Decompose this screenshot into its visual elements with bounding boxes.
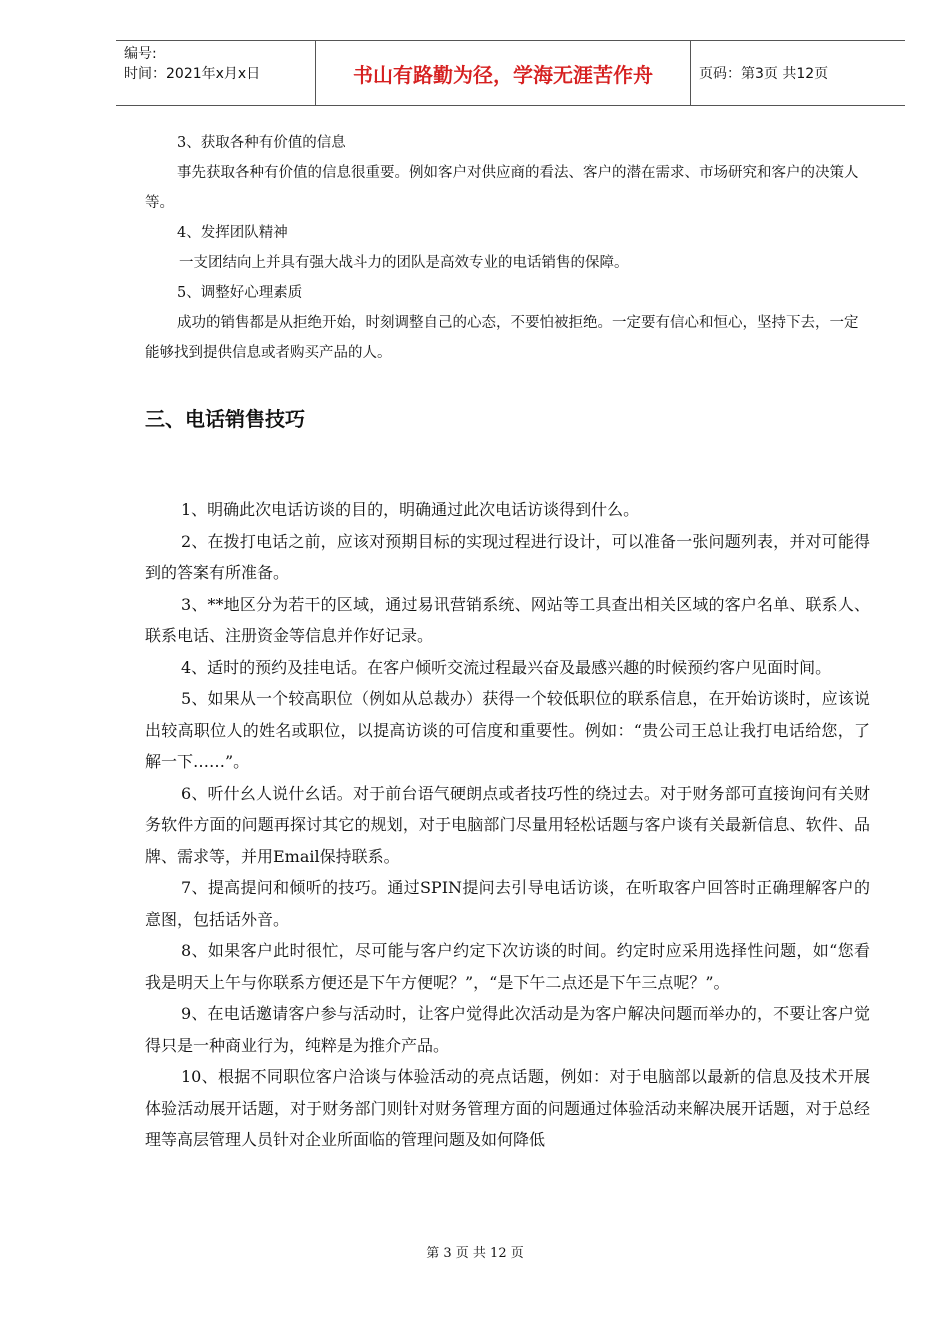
header-meta (116, 41, 316, 105)
header-motto: 书山有路勤为径，学海无涯苦作舟 (316, 41, 691, 105)
section-heading: 三、电话销售技巧 (145, 407, 305, 431)
tip-paragraph: 4、适时的预约及挂电话。在客户倾听交流过程最兴奋及最感兴趣的时候预约客户见面时间。 (181, 657, 832, 677)
tip-paragraph: 2、在拨打电话之前，应该对预期目标的实现过程进行设计，可以准备一张问题列表，并对可能得到的答案有所准备。 (145, 531, 870, 582)
tip-paragraph: 6、听什幺人说什幺话。对于前台语气硬朗点或者技巧性的绕过去。对于财务部可直接询问有关财务软件方面的问题再探讨其它的规划，对于电脑部门尽量用轻松话题与客户谈有关最新信息、软件、品牌、需求等，并用Email保持联系。 (145, 783, 870, 866)
tips-list (145, 494, 870, 1156)
tip-paragraph: 5、如果从一个较高职位（例如从总裁办）获得一个较低职位的联系信息，在开始访谈时，应该说出较高职位人的姓名或职位，以提高访谈的可信度和重要性。例如：“贵公司王总让我打电话给您，了解一下……”。 (145, 689, 870, 771)
serial-label: 编号: (124, 46, 157, 62)
tip-paragraph: 3、**地区分为若干的区域，通过易讯营销系统、网站等工具查出相关区域的客户名单、联系人、联系电话、注册资金等信息并作好记录。 (145, 594, 870, 645)
page-header (116, 40, 905, 106)
page-footer: 第 3 页 共 12 页 (426, 1246, 524, 1261)
document-body (145, 128, 870, 1156)
item-body: 一支团结向上并具有强大战斗力的团队是高效专业的电话销售的保障。 (179, 255, 629, 271)
tip-paragraph: 9、在电话邀请客户参与活动时，让客户觉得此次活动是为客户解决问题而举办的，不要让客户觉得只是一种商业行为，纯粹是为推介产品。 (145, 1004, 870, 1055)
time-label: 时间：2021年x月x日 (124, 66, 261, 82)
item-title: 3、获取各种有价值的信息 (177, 135, 346, 151)
item-body: 事先获取各种有价值的信息很重要。例如客户对供应商的看法、客户的潜在需求、市场研究和客户的决策人等。 (145, 165, 859, 211)
tip-paragraph: 8、如果客户此时很忙，尽可能与客户约定下次访谈的时间。约定时应采用选择性问题，如“您看我是明天上午与你联系方便还是下午方便呢？”，“是下午二点还是下午三点呢？”。 (145, 941, 870, 992)
item-title: 4、发挥团队精神 (177, 225, 288, 241)
item-body: 成功的销售都是从拒绝开始，时刻调整自己的心态，不要怕被拒绝。一定要有信心和恒心，坚持下去，一定能够找到提供信息或者购买产品的人。 (145, 315, 859, 361)
header-page-info: 页码：第3页 共12页 (699, 66, 829, 82)
tip-paragraph: 10、根据不同职位客户洽谈与体验活动的亮点话题，例如：对于电脑部以最新的信息及技术开展体验活动展开话题，对于财务部门则针对财务管理方面的问题通过体验活动来解决展开话题，对于总经理等高层管理人员针对企业所面临的管理问题及如何降低 (145, 1067, 870, 1149)
tip-paragraph: 7、提高提问和倾听的技巧。通过SPIN提问去引导电话访谈，在听取客户回答时正确理解客户的意图，包括话外音。 (145, 878, 870, 929)
tip-paragraph: 1、明确此次电话访谈的目的，明确通过此次电话访谈得到什么。 (181, 500, 640, 519)
item-title: 5、调整好心理素质 (177, 285, 303, 301)
